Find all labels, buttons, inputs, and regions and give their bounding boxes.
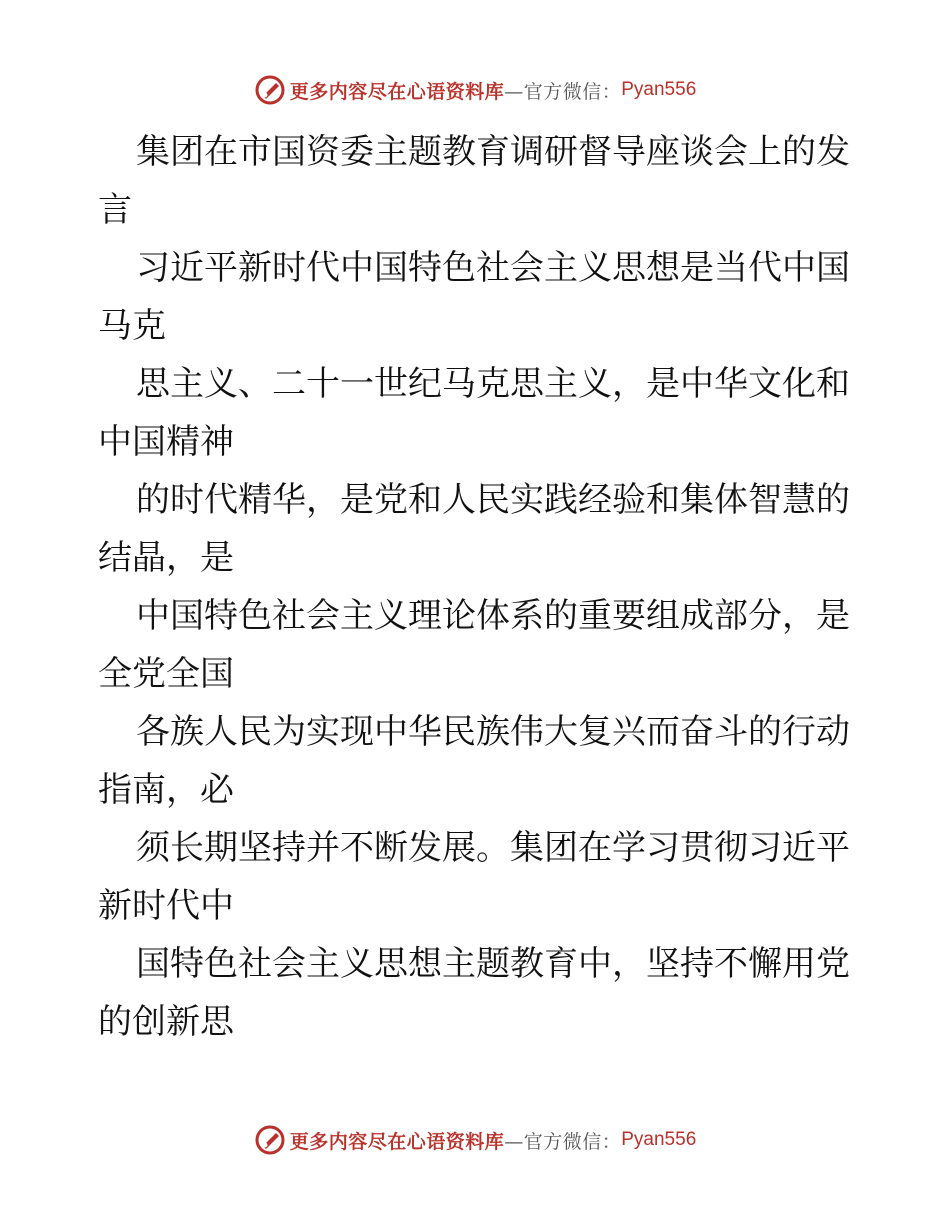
paragraph-line: 中国精神 [98, 422, 234, 462]
banner-separator: —官方微信： [504, 1130, 622, 1153]
logo-icon [254, 1124, 286, 1156]
logo-icon [254, 74, 286, 106]
header-banner [0, 70, 950, 110]
footer-banner [0, 1120, 950, 1160]
banner-wechat-id: Pyan556 [621, 79, 697, 100]
paragraph-line: 须长期坚持并不断发展。集团在学习贯彻习近平 [136, 828, 850, 868]
paragraph [98, 471, 858, 587]
paragraph-line: 结晶，是 [98, 538, 234, 578]
paragraph [98, 819, 858, 935]
banner-wechat-id: Pyan556 [621, 1129, 697, 1150]
paragraph-line: 马克 [98, 306, 166, 346]
paragraph [98, 123, 858, 239]
paragraph-line: 习近平新时代中国特色社会主义思想是当代中国 [136, 248, 850, 288]
paragraph-line: 的创新思 [98, 1002, 234, 1042]
paragraph [98, 355, 858, 471]
paragraph-line: 新时代中 [98, 886, 234, 926]
paragraph-line: 集团在市国资委主题教育调研督导座谈会上的发 [136, 132, 850, 172]
paragraph-line: 各族人民为实现中华民族伟大复兴而奋斗的行动 [136, 712, 850, 752]
paragraph-line: 思主义、二十一世纪马克思主义，是中华文化和 [136, 364, 850, 404]
banner-separator: —官方微信： [504, 80, 622, 103]
paragraph [98, 935, 858, 1051]
paragraph-line: 中国特色社会主义理论体系的重要组成部分，是 [136, 596, 850, 636]
paragraph-line: 国特色社会主义思想主题教育中，坚持不懈用党 [136, 944, 850, 984]
banner-text: 更多内容尽在心语资料库 [289, 1130, 505, 1153]
document-body [98, 123, 858, 1051]
paragraph [98, 587, 858, 703]
paragraph-line: 全党全国 [98, 654, 234, 694]
paragraph-line: 指南，必 [98, 770, 234, 810]
paragraph-line: 言 [98, 190, 132, 230]
banner-text: 更多内容尽在心语资料库 [289, 80, 505, 103]
paragraph-line: 的时代精华，是党和人民实践经验和集体智慧的 [136, 480, 850, 520]
paragraph [98, 239, 858, 355]
paragraph [98, 703, 858, 819]
